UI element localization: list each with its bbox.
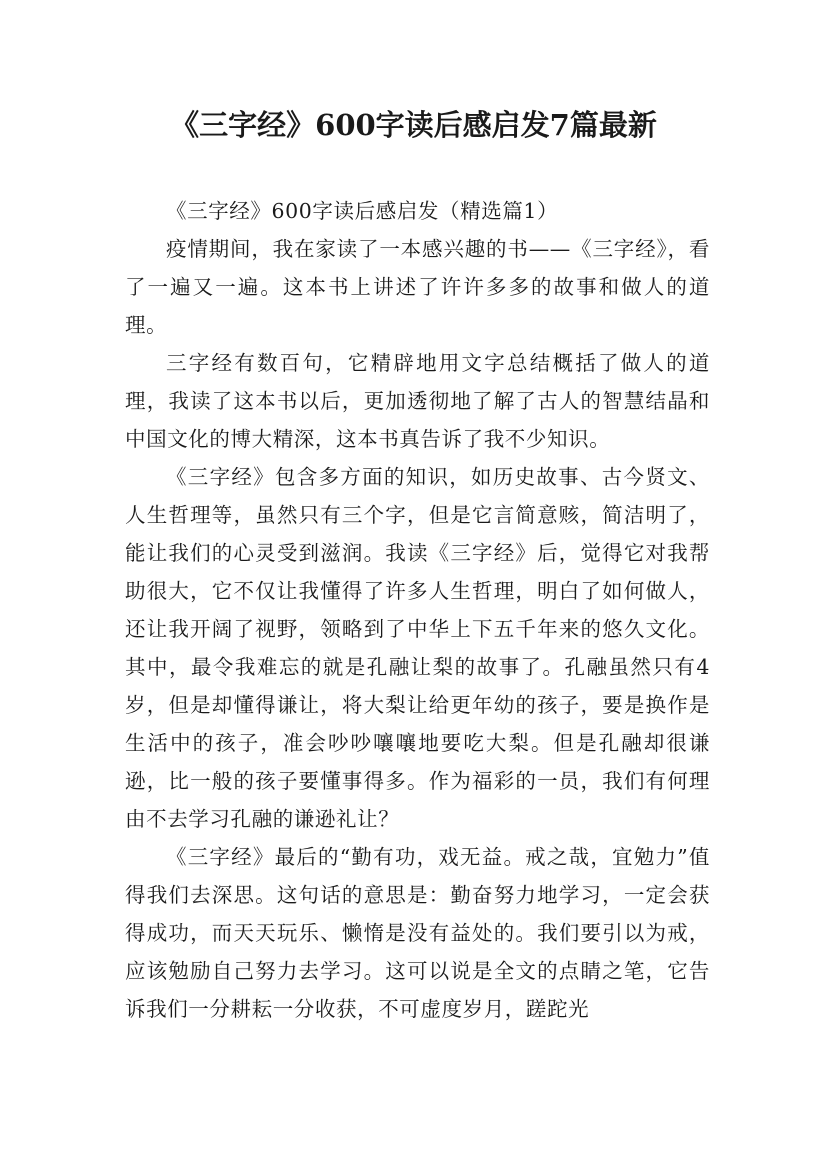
document-body bbox=[125, 192, 710, 1028]
paragraph-4: 《三字经》最后的“勤有功，戏无益。戒之哉，宜勉力”值得我们去深思。这句话的意思是：勤奋努力地学习，一定会获得成功，而天天玩乐、懒惰是没有益处的。我们要引以为戒，应该勉励自己努力去学习。这可以说是全文的点睛之笔，它告诉我们一分耕耘一分收获，不可虚度岁月，蹉跎光 bbox=[125, 845, 710, 1021]
paragraph-2: 三字经有数百句，它精辟地用文字总结概括了做人的道理，我读了这本书以后，更加透彻地了解了古人的智慧结晶和中国文化的博大精深，这本书真告诉了我不少知识。 bbox=[125, 351, 710, 451]
section-heading: 《三字经》600字读后感启发（精选篇1） bbox=[166, 199, 559, 223]
paragraph-1: 疫情期间，我在家读了一本感兴趣的书——《三字经》，看了一遍又一遍。这本书上讲述了许许多多的故事和做人的道理。 bbox=[125, 237, 710, 337]
paragraph-3: 《三字经》包含多方面的知识，如历史故事、古今贤文、人生哲理等，虽然只有三个字，但是它言简意赅，简洁明了，能让我们的心灵受到滋润。我读《三字经》后，觉得它对我帮助很大，它不仅让我懂得了许多人生哲理，明白了如何做人，还让我开阔了视野，领略到了中华上下五千年来的悠久文化。其中，最令我难忘的就是孔融让梨的故事了。孔融虽然只有4岁，但是却懂得谦让，将大梨让给更年幼的孩子，要是换作是生活中的孩子，准会吵吵嚷嚷地要吃大梨。但是孔融却很谦逊，比一般的孩子要懂事得多。作为福彩的一员，我们有何理由不去学习孔融的谦逊礼让？ bbox=[125, 465, 710, 831]
document-title: 《三字经》600字读后感启发7篇最新 bbox=[170, 108, 657, 142]
